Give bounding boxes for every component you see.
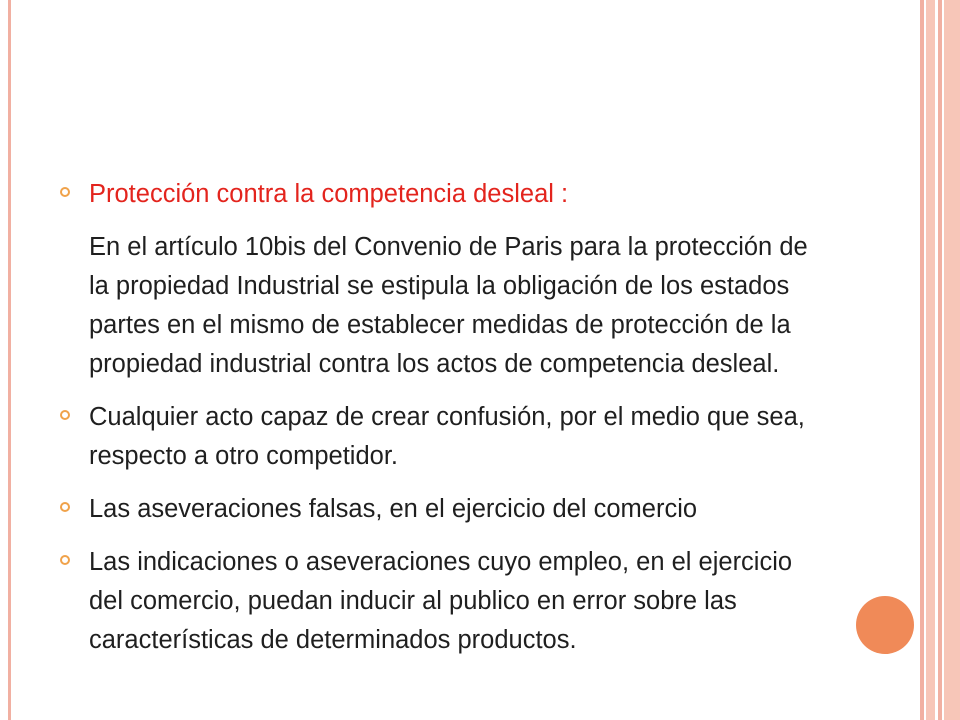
slide-content: [60, 175, 810, 674]
bullet-item: Las aseveraciones falsas, en el ejercicio del comercio: [60, 490, 810, 529]
subparagraph: En el artículo 10bis del Convenio de Paris para la protección de la propiedad Industrial se estipula la obligación de los estados partes en el mismo de establecer medidas de protección de la propiedad industrial contra los actos de competencia desleal.: [89, 233, 808, 378]
right-frame-line: [938, 0, 942, 720]
bullet-item: Cualquier acto capaz de crear confusión, por el medio que sea, respecto a otro competidor.: [60, 398, 810, 476]
right-frame-band: [926, 0, 935, 720]
right-frame-band: [944, 0, 960, 720]
bullet-item: Las indicaciones o aseveraciones cuyo empleo, en el ejercicio del comercio, puedan inducir al publico en error sobre las características de determinados productos.: [60, 543, 810, 660]
right-frame-line: [920, 0, 924, 720]
decorative-circle: [856, 596, 914, 654]
bullet-item: Protección contra la competencia desleal :: [60, 175, 810, 214]
left-frame-line: [8, 0, 11, 720]
